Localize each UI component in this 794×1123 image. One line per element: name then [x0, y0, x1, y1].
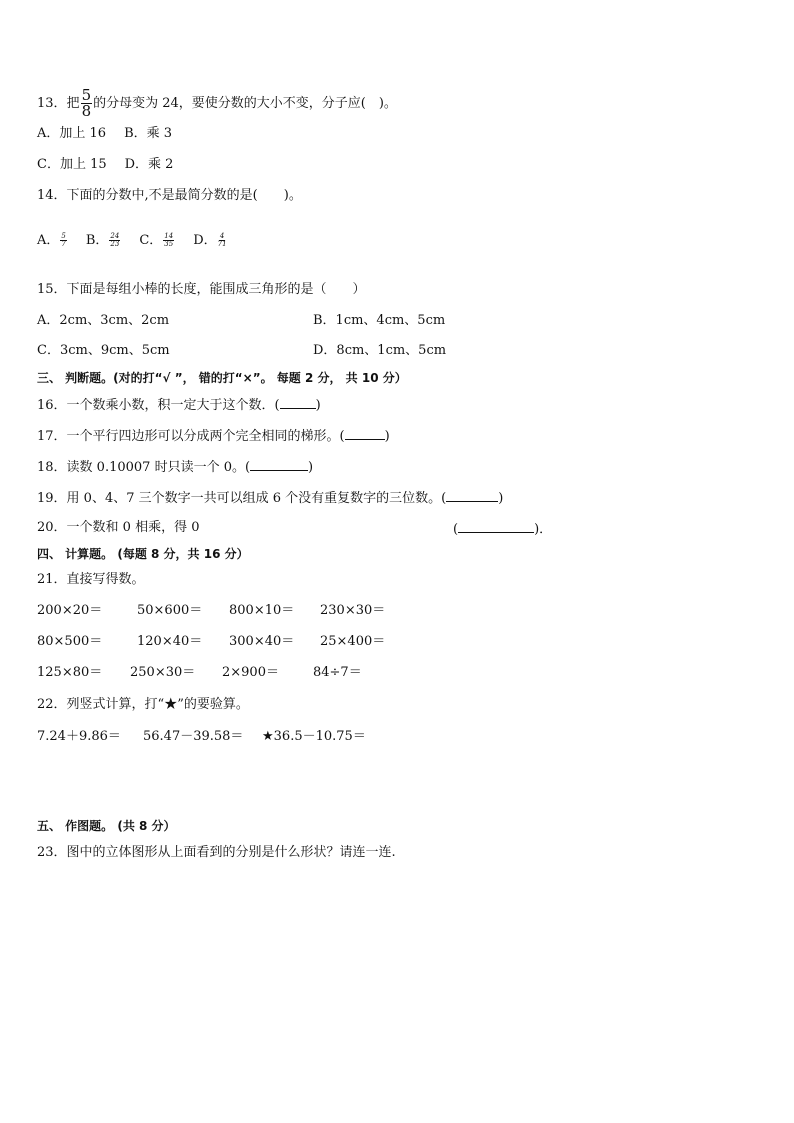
- q15-option-b[interactable]: B．1cm、4cm、5cm: [313, 313, 446, 328]
- q21-r3-c4: 84÷7＝: [313, 665, 362, 680]
- q14-option-b[interactable]: [86, 232, 121, 250]
- q21-r2-c4: 25×400＝: [320, 634, 386, 649]
- q17: [37, 426, 390, 446]
- section3-title: 三、 判断题。(对的打“√ ”， 错的打“×”。 每题 2 分， 共 10 分）: [37, 371, 407, 385]
- q20-answer-blank[interactable]: [458, 519, 534, 533]
- q14-option-c-numerator: 14: [164, 232, 174, 240]
- q16-close: ): [315, 398, 321, 413]
- q14-option-a-fraction: [60, 233, 66, 248]
- q13-number: 13．: [37, 96, 67, 111]
- q13-option-d[interactable]: D．乘 2: [124, 157, 174, 172]
- section4-title: 四、 计算题。 (每题 8 分，共 16 分）: [37, 547, 249, 561]
- q15-option-c[interactable]: C．3cm、9cm、5cm: [37, 343, 170, 358]
- q20-open: (: [453, 522, 459, 537]
- q14-option-a-label: A．: [37, 233, 60, 248]
- q21-r1-c4: 230×30＝: [320, 603, 386, 618]
- q17-close: ): [384, 429, 390, 444]
- q18-close: ): [308, 460, 314, 475]
- q16: [37, 395, 321, 415]
- q14-option-a[interactable]: [37, 232, 68, 250]
- q14-option-b-fraction: [109, 233, 120, 248]
- q14-option-b-numerator: 24: [110, 232, 120, 240]
- q21-r2-c2: 120×40＝: [137, 634, 203, 649]
- q13-post: 的分母变为 24，要使分数的大小不变，分子应( )。: [93, 96, 397, 111]
- q13-option-c[interactable]: C．加上 15: [37, 157, 107, 172]
- q22-item-3: ★36.5－10.75＝: [262, 729, 366, 744]
- q21-stem: 21．直接写得数。: [37, 572, 145, 587]
- q16-text: 16．一个数乘小数，积一定大于这个数．(: [37, 398, 280, 413]
- q13-options-row1: [37, 125, 190, 143]
- q15-stem: 15．下面是每组小棒的长度，能围成三角形的是（ ）: [37, 282, 366, 297]
- q14-option-d[interactable]: [193, 232, 227, 250]
- q13-option-b[interactable]: B．乘 3: [124, 126, 173, 141]
- q14-option-b-denominator: 23: [110, 240, 120, 248]
- q21-r1-c1: 200×20＝: [37, 603, 103, 618]
- q13-option-a[interactable]: A．加上 16: [37, 126, 107, 141]
- q19-text: 19．用 0、4、7 三个数字一共可以组成 6 个没有重复数字的三位数。(: [37, 491, 447, 506]
- q14-option-c-fraction: [163, 233, 174, 248]
- q22-stem: 22．列竖式计算，打“★”的要验算。: [37, 697, 249, 712]
- q23-stem: 23．图中的立体图形从上面看到的分别是什么形状？请连一连.: [37, 845, 396, 860]
- q20-answer: [453, 519, 552, 539]
- q21-r3-c3: 2×900＝: [222, 665, 279, 680]
- q14-option-d-denominator: 71: [217, 240, 227, 248]
- section5-title: 五、 作图题。 (共 8 分）: [37, 819, 176, 833]
- q21-r1-c2: 50×600＝: [137, 603, 203, 618]
- q21-r3-c2: 250×30＝: [130, 665, 196, 680]
- q15-options-row2: [37, 342, 447, 360]
- q20: [37, 519, 199, 537]
- q14-option-c-label: C．: [139, 233, 163, 248]
- q13-fraction-numerator: 5: [81, 86, 92, 104]
- q13-options-row2: [37, 156, 191, 174]
- q15-options-row1: [37, 312, 446, 330]
- q13-stem: [37, 88, 397, 119]
- q14-stem: 14．下面的分数中,不是最简分数的是( )。: [37, 188, 302, 203]
- q14-options: [37, 232, 246, 250]
- q21-r1-c3: 800×10＝: [229, 603, 295, 618]
- q13-fraction: [81, 88, 93, 119]
- q21-r3-c1: 125×80＝: [37, 665, 103, 680]
- q15-option-a[interactable]: A．2cm、3cm、2cm: [37, 313, 170, 328]
- q14-option-d-numerator: 4: [219, 232, 225, 240]
- q14-option-d-label: D．: [193, 233, 217, 248]
- q14-option-c-denominator: 35: [164, 240, 174, 248]
- q21-r2-c1: 80×500＝: [37, 634, 103, 649]
- q19-answer-blank[interactable]: [446, 488, 498, 502]
- q22-item-2: 56.47－39.58＝: [143, 729, 244, 744]
- q19: [37, 488, 503, 508]
- q16-answer-blank[interactable]: [280, 395, 316, 409]
- q14-option-a-denominator: 7: [61, 240, 66, 248]
- q14-option-c[interactable]: [139, 232, 175, 250]
- q21-r2-c3: 300×40＝: [229, 634, 295, 649]
- q18: [37, 457, 313, 477]
- q18-answer-blank[interactable]: [250, 457, 308, 471]
- q13-pre: 把: [66, 96, 80, 111]
- q19-close: ): [498, 491, 504, 506]
- q13-fraction-denominator: 8: [81, 102, 92, 120]
- q22-item-1: 7.24＋9.86＝: [37, 729, 121, 744]
- q18-text: 18．读数 0.10007 时只读一个 0。(: [37, 460, 251, 475]
- q15-option-d[interactable]: D．8cm、1cm、5cm: [313, 343, 447, 358]
- q14-option-b-label: B．: [85, 233, 109, 248]
- q17-answer-blank[interactable]: [345, 426, 385, 440]
- q17-text: 17．一个平行四边形可以分成两个完全相同的梯形。(: [37, 429, 345, 444]
- q14-option-a-numerator: 5: [61, 232, 66, 240]
- q14-option-d-fraction: [218, 233, 227, 248]
- q20-text: 20．一个数和 0 相乘，得 0: [37, 520, 200, 535]
- q20-close: )．: [534, 522, 553, 537]
